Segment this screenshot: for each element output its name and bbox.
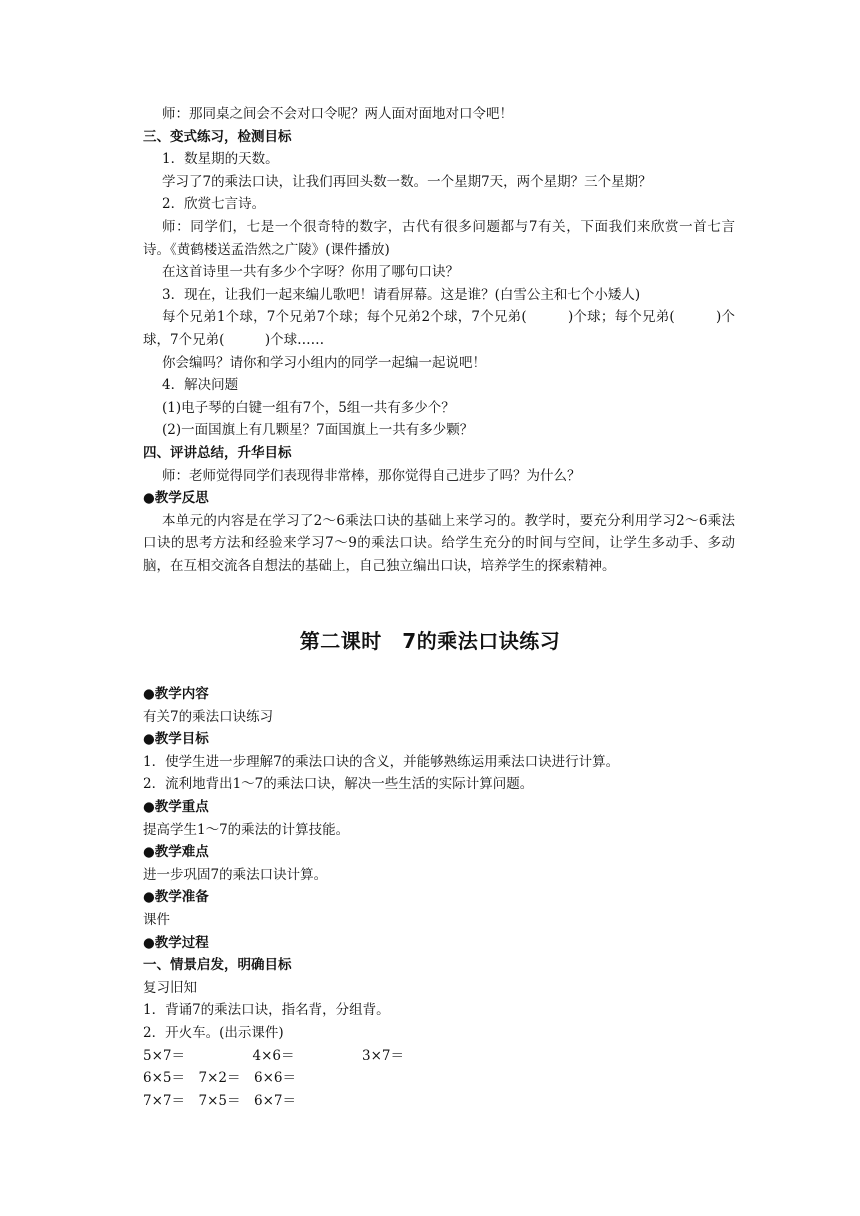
text-line: 有关7的乘法口诀练习 xyxy=(143,708,274,725)
text-line: 你会编吗？请你和学习小组内的同学一起编一起说吧！ xyxy=(162,354,486,371)
text-line: 1．背诵7的乘法口诀，指名背，分组背。 xyxy=(143,1002,390,1019)
text-line: (1)电子琴的白键一组有7个，5组一共有多少个？ xyxy=(162,399,455,416)
text-line: 学习了7的乘法口诀，让我们再回头数一数。一个星期7天，两个星期？三个星期？ xyxy=(162,173,652,190)
section-heading: ●教学准备 xyxy=(143,889,209,906)
section-heading: 四、评讲总结，升华目标 xyxy=(143,444,292,461)
text-line: 2．流利地背出1～7的乘法口诀，解决一些生活的实际计算问题。 xyxy=(143,776,534,793)
text-line: 师：老师觉得同学们表现得非常棒，那你觉得自己进步了吗？为什么？ xyxy=(162,467,581,484)
text-line: 每个兄弟1个球，7个兄弟7个球；每个兄弟2个球，7个兄弟( )个球；每个兄弟( )个球，7个兄弟( )个球…… xyxy=(143,309,735,348)
lesson-title: 第二课时 7的乘法口诀练习 xyxy=(299,629,561,653)
text-line: 5×7＝ 4×6＝ 3×7＝ xyxy=(143,1047,404,1064)
text-line: 课件 xyxy=(143,911,170,928)
section-heading: ●教学反思 xyxy=(143,490,209,507)
text-line: 复习旧知 xyxy=(143,979,197,996)
text-line: 师：同学们，七是一个很奇特的数字，古代有很多问题都与7有关，下面我们来欣赏一首七言诗。《黄鹤楼送孟浩然之广陵》(课件播放) xyxy=(143,218,735,258)
section-heading: ●教学难点 xyxy=(143,844,209,861)
section-heading: ●教学重点 xyxy=(143,798,209,815)
text-line: 7×7＝ 7×5＝ 6×7＝ xyxy=(143,1092,296,1109)
text-line: 3．现在，让我们一起来编儿歌吧！请看屏幕。这是谁？(白雪公主和七个小矮人) xyxy=(162,286,641,303)
text-line: 2．欣赏七言诗。 xyxy=(162,196,266,213)
text-line: 提高学生1～7的乘法的计算技能。 xyxy=(143,821,350,838)
section-heading: ●教学过程 xyxy=(143,934,209,951)
text-line: 在这首诗里一共有多少个字呀？你用了哪句口诀？ xyxy=(162,264,459,281)
text-line: 4．解决问题 xyxy=(162,377,239,394)
text-line: (2)一面国旗上有几颗星？7面国旗上一共有多少颗？ xyxy=(162,422,474,439)
lower-section xyxy=(143,683,735,1112)
section-heading: 一、情景启发，明确目标 xyxy=(143,957,292,974)
text-line: 6×5＝ 7×2＝ 6×6＝ xyxy=(143,1070,296,1087)
section-heading: ●教学内容 xyxy=(143,686,209,702)
text-line: 1．数星期的天数。 xyxy=(162,151,279,168)
section-heading: 三、变式练习，检测目标 xyxy=(143,128,292,145)
upper-section xyxy=(143,103,735,577)
text-line: 1．使学生进一步理解7的乘法口诀的含义，并能够熟练运用乘法口诀进行计算。 xyxy=(143,753,620,770)
text-line: 本单元的内容是在学习了2～6乘法口诀的基础上来学习的。教学时，要充分利用学习2～6乘法口诀的思考方法和经验来学习7～9的乘法口诀。给学生充分的时间与空间，让学生多动手、多动脑，在互相交流各自想法的基础上，自己独立编出口诀，培养学生的探索精神。 xyxy=(143,512,735,574)
text-line: 2．开火车。(出示课件) xyxy=(143,1024,284,1041)
section-heading: ●教学目标 xyxy=(143,731,209,748)
text-line: 师：那同桌之间会不会对口令呢？两人面对面地对口令吧！ xyxy=(162,106,513,122)
text-line: 进一步巩固7的乘法口诀计算。 xyxy=(143,866,328,883)
